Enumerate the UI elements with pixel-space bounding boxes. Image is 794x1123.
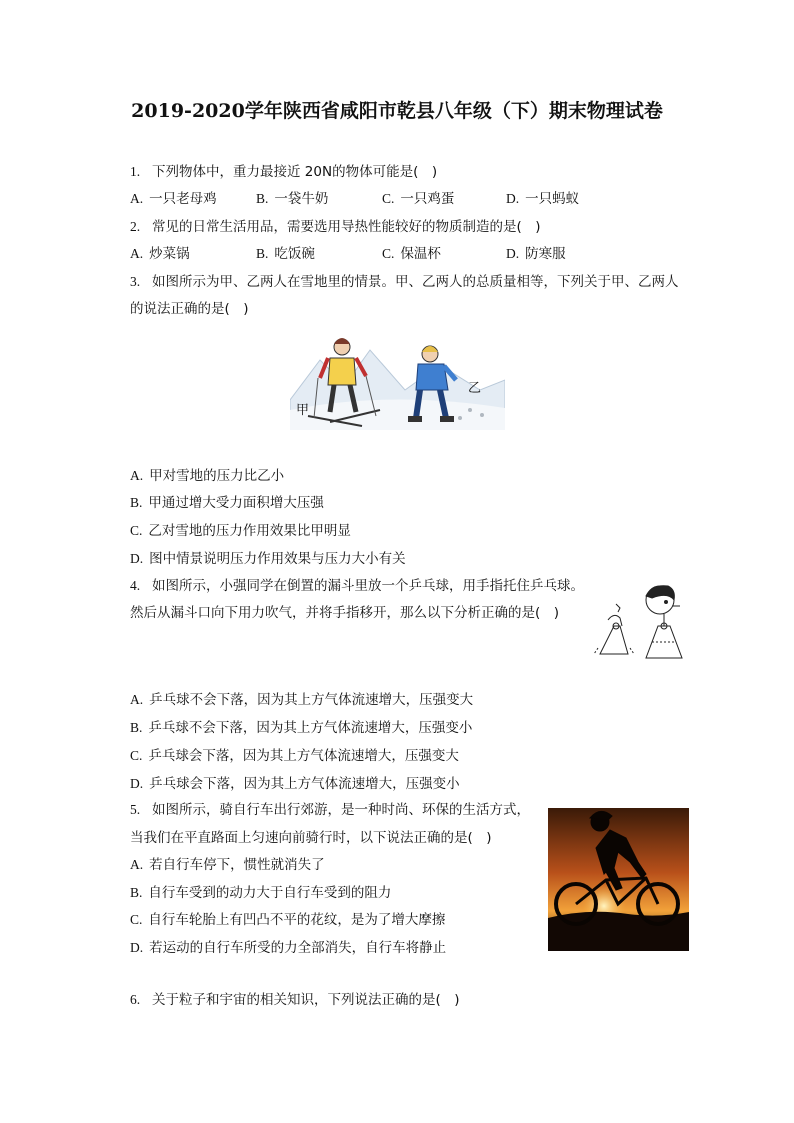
question-4-option-d: D. 乒乓球会下落，因为其上方气体流速增大，压强变小 <box>130 776 460 792</box>
question-3-option-b: B. 甲通过增大受力面积增大压强 <box>130 495 324 511</box>
question-3-stem <box>130 273 679 291</box>
question-5-option-a: A. 若自行车停下，惯性就消失了 <box>130 857 325 873</box>
cyclist-silhouette-photo <box>548 808 689 951</box>
question-text: 如图所示，小强同学在倒置的漏斗里放一个乒乓球，用手指托住乒乓球。 <box>152 578 584 594</box>
question-number: 5. <box>130 802 141 817</box>
question-1-stem <box>130 163 437 181</box>
option-a: A. 一只老母鸡 <box>130 191 217 207</box>
option-d: D. 防寒服 <box>506 246 566 262</box>
question-1-options <box>130 190 579 208</box>
option-c: C. 一只鸡蛋 <box>382 191 455 207</box>
option-b: B. 吃饭碗 <box>256 246 315 262</box>
question-2-options <box>130 245 566 263</box>
question-5-option-d: D. 若运动的自行车所受的力全部消失，自行车将静止 <box>130 940 447 956</box>
question-number: 4. <box>130 578 141 593</box>
question-2-stem <box>130 218 541 236</box>
question-4-stem-cont: 然后从漏斗口向下用力吹气，并将手指移开，那么以下分析正确的是( ) <box>130 605 560 621</box>
question-4-stem <box>130 577 584 595</box>
figure-label-jia: 甲 <box>296 403 310 418</box>
funnel-figure <box>592 582 698 664</box>
figure-label-yi: 乙 <box>468 381 482 396</box>
question-5-stem-cont: 当我们在平直路面上匀速向前骑行时，以下说法正确的是( ) <box>130 830 492 846</box>
question-3-option-c: C. 乙对雪地的压力作用效果比甲明显 <box>130 523 351 539</box>
question-text: 关于粒子和宇宙的相关知识，下列说法正确的是( ) <box>152 992 460 1008</box>
question-5-stem <box>130 801 530 819</box>
question-6-stem <box>130 991 460 1009</box>
question-4-option-a: A. 乒乓球不会下落，因为其上方气体流速增大，压强变大 <box>130 692 474 708</box>
question-5-option-c: C. 自行车轮胎上有凹凸不平的花纹，是为了增大摩擦 <box>130 912 446 928</box>
question-text: 下列物体中，重力最接近 20N的物体可能是( ) <box>152 164 438 180</box>
page-title: 2019-2020学年陕西省咸阳市乾县八年级（下）期末物理试卷 <box>131 100 663 122</box>
funnel-hand-sketch <box>594 604 634 654</box>
question-text: 如图所示，骑自行车出行郊游，是一种时尚、环保的生活方式， <box>152 802 530 818</box>
question-number: 6. <box>130 992 141 1007</box>
question-3-stem-cont: 的说法正确的是( ) <box>130 301 249 317</box>
option-c: C. 保温杯 <box>382 246 441 262</box>
option-d: D. 一只蚂蚁 <box>506 191 580 207</box>
question-text: 如图所示为甲、乙两人在雪地里的情景。甲、乙两人的总质量相等，下列关于甲、乙两人 <box>152 274 679 290</box>
question-number: 1. <box>130 164 141 179</box>
boy-blowing-sketch <box>646 586 682 658</box>
question-4-option-c: C. 乒乓球会下落，因为其上方气体流速增大，压强变大 <box>130 748 459 764</box>
skiers-figure <box>290 330 505 430</box>
question-text: 常见的日常生活用品，需要选用导热性能较好的物质制造的是( ) <box>152 219 541 235</box>
question-3-option-a: A. 甲对雪地的压力比乙小 <box>130 468 285 484</box>
option-a: A. 炒菜锅 <box>130 246 190 262</box>
question-3-option-d: D. 图中情景说明压力作用效果与压力大小有关 <box>130 551 406 567</box>
question-number: 2. <box>130 219 141 234</box>
question-number: 3. <box>130 274 141 289</box>
option-b: B. 一袋牛奶 <box>256 191 329 207</box>
question-5-option-b: B. 自行车受到的动力大于自行车受到的阻力 <box>130 885 392 901</box>
question-4-option-b: B. 乒乓球不会下落，因为其上方气体流速增大，压强变小 <box>130 720 473 736</box>
